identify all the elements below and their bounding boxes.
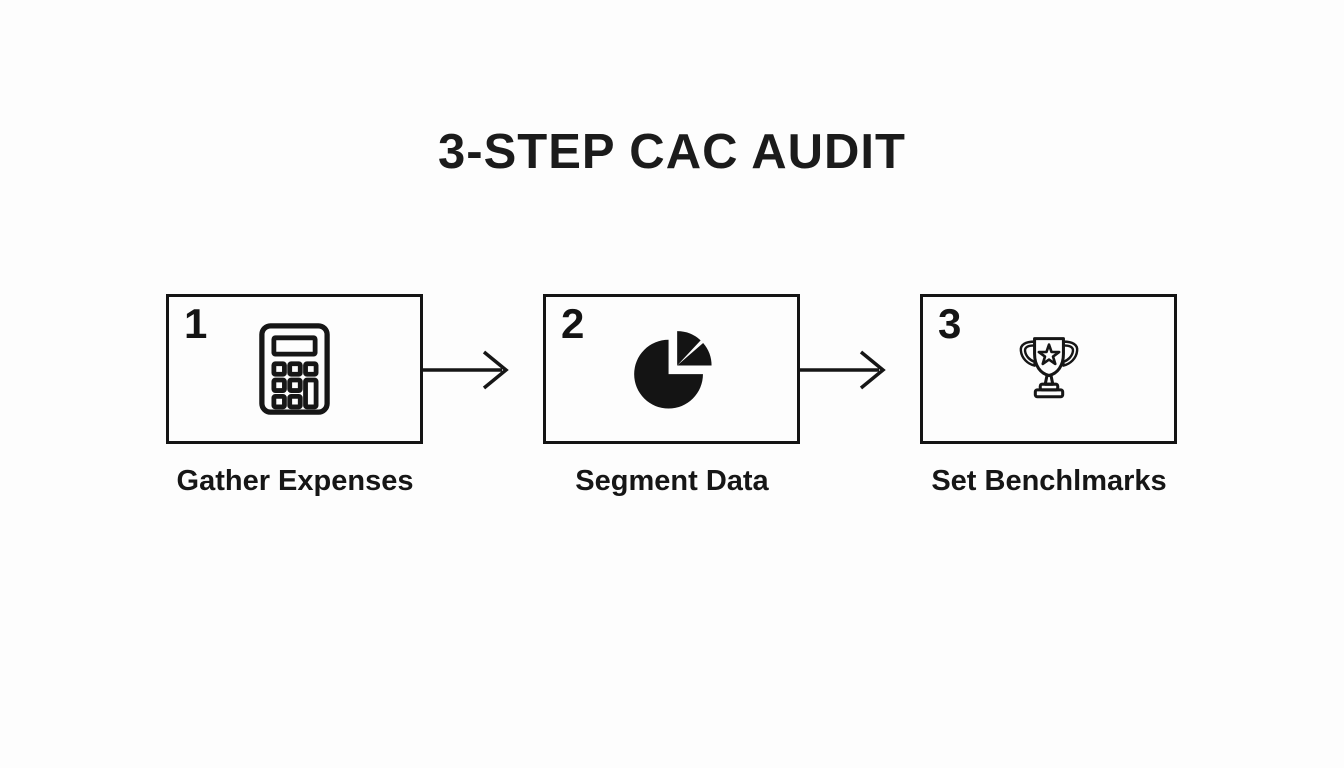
page-title: 3-STEP CAC AUDIT — [438, 125, 906, 179]
step-1-label: Gather Expenses — [176, 465, 414, 497]
step-2-number: 2 — [561, 300, 585, 347]
step-3-label: Set Benchlmarks — [931, 465, 1167, 497]
step-1-number: 1 — [184, 300, 208, 347]
arrow-right-icon — [800, 348, 890, 392]
step-2-label: Segment Data — [575, 465, 769, 497]
step-3-box — [920, 294, 1177, 444]
step-2-box — [543, 294, 800, 444]
calculator-icon — [258, 322, 331, 416]
trophy-icon — [1011, 323, 1087, 415]
step-3 — [920, 294, 1178, 498]
step-3-number: 3 — [938, 300, 962, 347]
step-1 — [166, 294, 424, 498]
step-1-box — [166, 294, 423, 444]
arrow-right-icon — [423, 348, 513, 392]
pie-chart-icon — [629, 326, 715, 412]
step-2 — [543, 294, 801, 498]
